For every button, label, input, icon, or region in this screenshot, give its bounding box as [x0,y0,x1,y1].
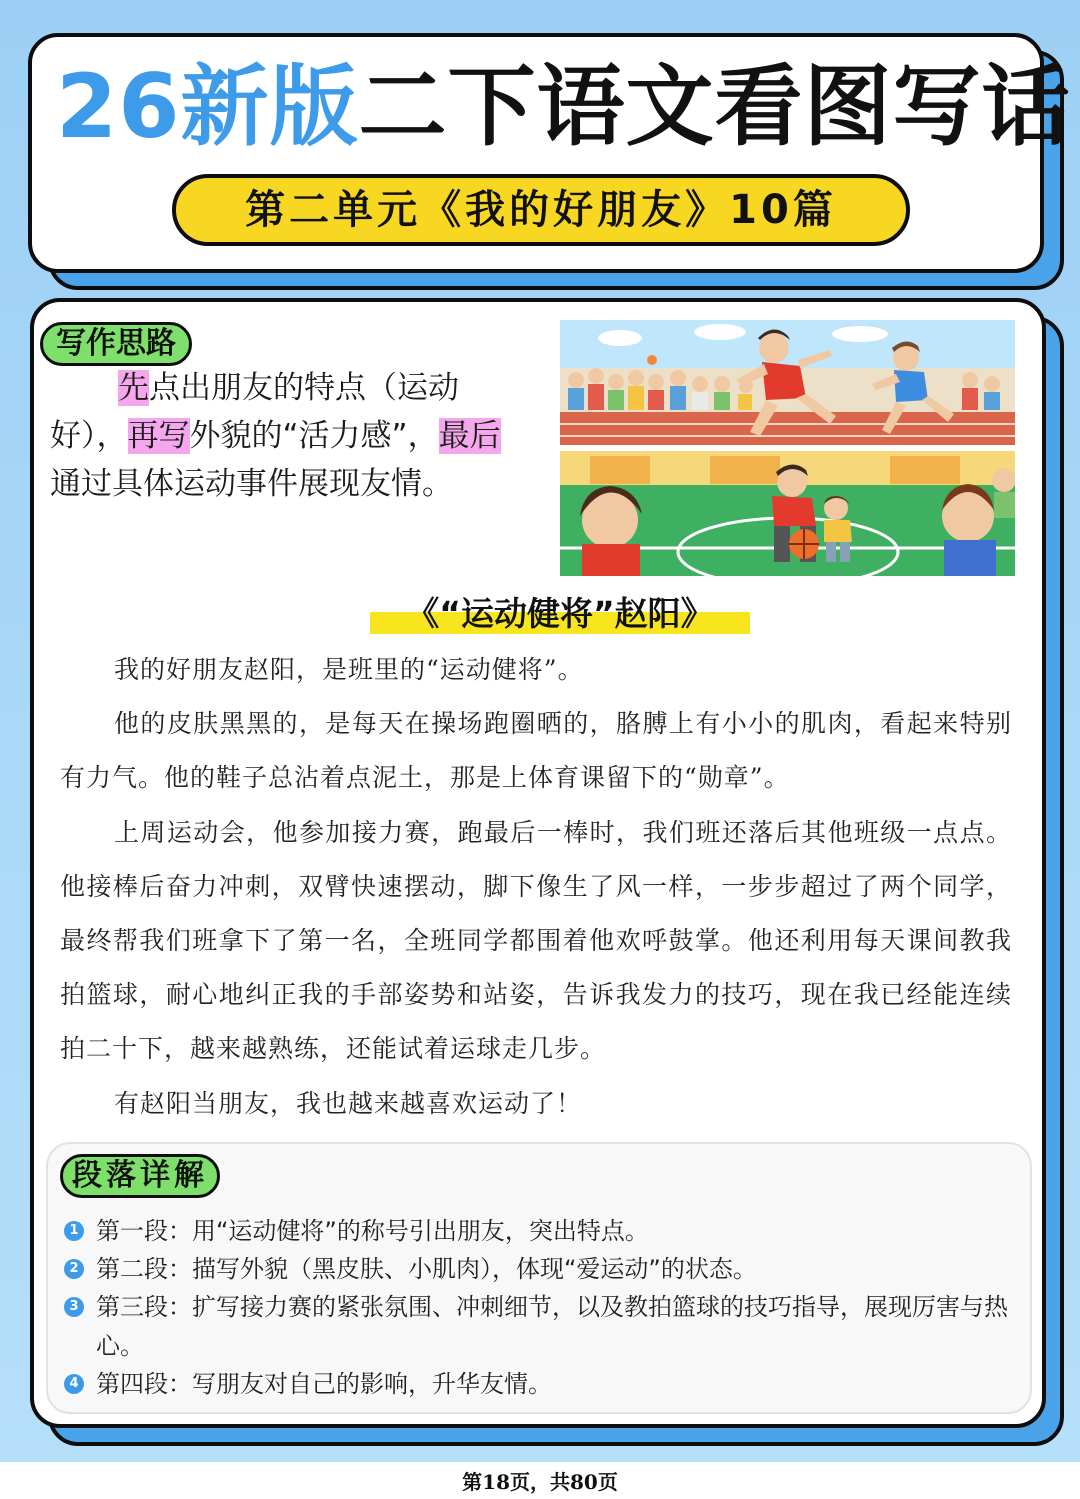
title-edition: 26新版 [56,55,359,158]
highlight-first: 先 [118,370,149,406]
detail-text: 第一段：用“运动健将”的称号引出朋友，突出特点。 [96,1217,649,1245]
list-item [62,1212,1012,1250]
paragraph-detail-list [62,1212,1012,1403]
essay-body [60,643,1012,1131]
essay-paragraph: 有赵阳当朋友，我也越来越喜欢运动了！ [114,1088,583,1118]
number-3-icon: 3 [64,1297,84,1317]
list-item [62,1250,1012,1288]
highlight-then: 再写 [127,418,190,454]
relay-race-illustration [560,320,1015,445]
essay-paragraph: 他的皮肤黑黑的，是每天在操场跑圈晒的，胳膊上有小小的肌肉，看起来特别有力气。他的鞋子总沾着点泥土，那是上体育课留下的“勋章”。 [60,709,1012,793]
essay-paragraph: 上周运动会，他参加接力赛，跑最后一棒时，我们班还落后其他班级一点点。他接棒后奋力冲刺，双臂快速摆动，脚下像生了风一样，一步步超过了两个同学，最终帮我们班拿下了第一名，全班同学都围着他欢呼鼓掌。他还利用每天课间教我拍篮球，耐心地纠正我的手部姿势和站姿，告诉我发力的技巧，现在我已经能连续拍二十下，越来越熟练，还能试着运球走几步。 [60,817,1012,1064]
number-4-icon: 4 [64,1374,84,1394]
writing-idea-tag: 写作思路 [40,322,192,366]
title-main: 二下语文看图写话 [358,55,1071,158]
highlight-finally: 最后 [438,418,501,454]
list-item [62,1288,1012,1364]
detail-text: 第二段：描写外貌（黑皮肤、小肌肉），体现“爱运动”的状态。 [96,1255,757,1284]
subtitle-pill: 第二单元《我的好朋友》10篇 [172,174,910,246]
idea-text-3: 通过具体运动事件展现友情。 [50,466,453,502]
idea-text-2: 外貌的“活力感”， [189,418,439,454]
paragraph-detail-tag: 段落详解 [60,1154,220,1198]
page-title [56,52,1071,162]
detail-text: 第三段：扩写接力赛的紧张氛围、冲刺细节，以及教拍篮球的技巧指导，展现厉害与热心。 [96,1293,1008,1360]
number-2-icon: 2 [64,1259,84,1279]
page-number: 第18页，共80页 [462,1470,618,1494]
basketball-lesson-illustration [560,451,1015,576]
essay-title: 《“运动健将”赵阳》 [370,590,750,638]
writing-idea-text [50,364,520,508]
detail-text: 第四段：写朋友对自己的影响，升华友情。 [96,1369,552,1398]
essay-paragraph: 我的好朋友赵阳，是班里的“运动健将”。 [114,655,584,684]
illustration [560,320,1015,576]
idea-text-1: 点出朋友的特点（运动好）， [50,370,459,454]
list-item [62,1365,1012,1403]
number-1-icon: 1 [64,1221,84,1241]
